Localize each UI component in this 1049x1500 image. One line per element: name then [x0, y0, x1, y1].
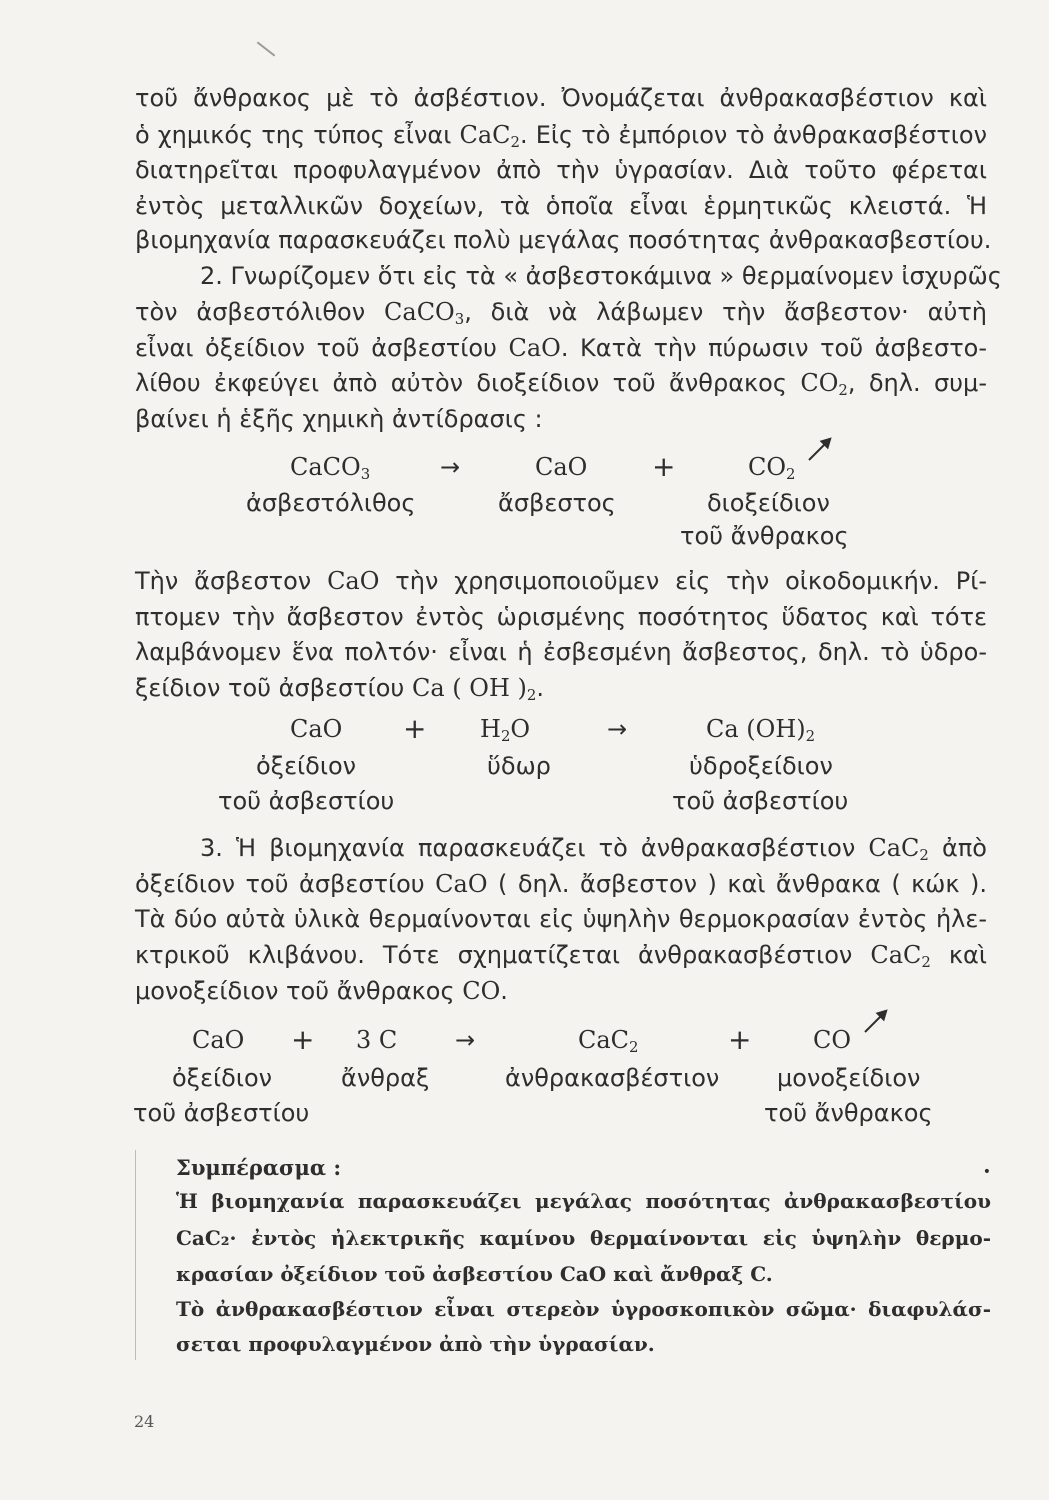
page-number: 24: [134, 1412, 155, 1431]
r2-product: Ca $(OH)_2$: [706, 715, 816, 746]
p4-line-5: μονοξείδιον τοῦ ἄνθρακος CO.: [135, 977, 508, 1005]
conclusion-title: Συμπέρασμα :: [176, 1155, 342, 1180]
r3-reactant-2-name: ἄνθραξ: [341, 1064, 430, 1092]
r1-arrow: →: [440, 453, 461, 481]
r3-plus-1: +: [291, 1023, 315, 1056]
conclusion-line-4: Τὸ ἀνθρακασβέστιον εἶναι στερεὸν ὑγροσκοπικὸν σῶμα· διαφυλάσ-: [176, 1297, 991, 1321]
r3-product-2-name-2: τοῦ ἄνθρακος: [764, 1099, 933, 1127]
r2-reactant-2-name: ὕδωρ: [487, 752, 551, 780]
gas-release-arrow-icon: [864, 1010, 887, 1033]
conclusion-line-2: CaC₂· ἐντὸς ἠλεκτρικῆς καμίνου θερμαίνονται εἰς ὑψηλὴν θερμο-: [176, 1226, 991, 1250]
r3-reactant-1-name: ὀξείδιον: [172, 1064, 273, 1092]
p4-line-1: 3. Ἡ βιομηχανία παρασκευάζει τὸ ἀνθρακασβέστιον CaC$_2$ ἀπὸ: [200, 834, 987, 865]
r2-arrow: →: [607, 715, 628, 743]
r2-reactant-1-name: ὀξείδιον: [256, 752, 357, 780]
gas-release-arrow-icon: [808, 438, 831, 461]
r3-product-2-name: μονοξείδιον: [777, 1064, 921, 1092]
p2-line-1: 2. Γνωρίζομεν ὅτι εἰς τὰ « ἀσβεστοκάμινα » θερμαίνομεν ἰσχυρῶς: [200, 262, 1002, 290]
r3-product-2: CO: [813, 1026, 852, 1054]
p2-line-4: λίθου ἐκφεύγει ἀπὸ αὐτὸν διοξείδιον τοῦ ἄνθρακος $CO_2$, δηλ. συμ-: [135, 369, 987, 400]
p1-line-2: ὁ χημικός της τύπος εἶναι CaC$_2$. Εἰς τὸ ἐμπόριον τὸ ἀνθρακασβέστιον: [135, 121, 988, 152]
p2-line-2: τὸν ἀσβεστόλιθον CaCO$_3$, διὰ νὰ λάβωμεν τὴν ἄσβεστον· αὐτὴ: [135, 298, 987, 329]
p2-line-3: εἶναι ὀξείδιον τοῦ ἀσβεστίου CaO. Κατὰ τὴν πύρωσιν τοῦ ἀσβεστο-: [135, 334, 987, 362]
p1-line-5: βιομηχανία παρασκευάζει πολὺ μεγάλας ποσότητας ἀνθρακασβεστίου.: [135, 226, 992, 254]
r2-reactant-1: CaO: [290, 715, 343, 743]
p4-line-2: ὀξείδιον τοῦ ἀσβεστίου CaO ( δηλ. ἄσβεστον ) καὶ ἄνθρακα ( κώκ ).: [135, 870, 987, 898]
r3-plus-2: +: [728, 1023, 752, 1056]
r1-product-1-name: ἄσβεστος: [498, 489, 616, 517]
scan-mark: [257, 41, 276, 56]
conclusion-line-3: κρασίαν ὀξείδιον τοῦ ἀσβεστίου CaO καὶ ἄνθραξ C.: [176, 1262, 773, 1286]
conclusion-box: [135, 1150, 991, 1360]
r2-reactant-1-name-2: τοῦ ἀσβεστίου: [218, 787, 395, 815]
conclusion-line-5: σεται προφυλαγμένον ἀπὸ τὴν ὑγρασίαν.: [176, 1332, 655, 1356]
r2-reactant-2: $H_2O$: [480, 715, 531, 746]
r3-product-1-name: ἀνθρακασβέστιον: [505, 1064, 720, 1092]
p4-line-4: κτρικοῦ κλιβάνου. Τότε σχηματίζεται ἀνθρακασβέστιον CaC$_2$ καὶ: [135, 941, 987, 972]
r2-plus: +: [403, 712, 427, 745]
p1-line-1: τοῦ ἄνθρακος μὲ τὸ ἀσβέστιον. Ὀνομάζεται ἀνθρακασβέστιον καὶ: [135, 84, 987, 112]
r1-product-1: CaO: [535, 453, 588, 481]
p1-line-4: ἐντὸς μεταλλικῶν δοχείων, τὰ ὁποῖα εἶναι ἑρμητικῶς κλειστά. Ἡ: [135, 192, 987, 220]
r1-reactant: CaCO$_3$: [290, 453, 371, 484]
r3-arrow: →: [455, 1026, 476, 1054]
p3-line-1: Τὴν ἄσβεστον CaO τὴν χρησιμοποιοῦμεν εἰς τὴν οἰκοδομικήν. Ρί-: [135, 567, 987, 595]
r2-product-name-2: τοῦ ἀσβεστίου: [672, 787, 849, 815]
r2-product-name: ὑδροξείδιον: [689, 752, 833, 780]
bullet-icon: •: [982, 1164, 991, 1180]
r3-product-1: CaC$_2$: [578, 1026, 639, 1057]
p4-line-3: Τὰ δύο αὐτὰ ὑλικὰ θερμαίνονται εἰς ὑψηλὴν θερμοκρασίαν ἐντὸς ἠλε-: [135, 905, 987, 933]
p2-line-5: βαίνει ἡ ἑξῆς χημικὴ ἀντίδρασις :: [135, 405, 543, 433]
r3-reactant-2: 3 C: [356, 1026, 398, 1054]
p3-line-4: ξείδιον τοῦ ἀσβεστίου Ca ( OH )$_2$.: [135, 674, 544, 705]
r3-reactant-1: CaO: [192, 1026, 245, 1054]
p3-line-2: πτομεν τὴν ἄσβεστον ἐντὸς ὡρισμένης ποσότητος ὕδατος καὶ τότε: [135, 603, 987, 631]
r1-reactant-name: ἀσβεστόλιθος: [246, 489, 416, 517]
r1-product-2: $CO_2$: [748, 453, 796, 484]
r3-reactant-1-name-2: τοῦ ἀσβεστίου: [133, 1099, 310, 1127]
r1-plus: +: [652, 450, 676, 483]
p3-line-3: λαμβάνομεν ἕνα πολτόν· εἶναι ἡ ἐσβεσμένη ἄσβεστος, δηλ. τὸ ὑδρο-: [135, 638, 987, 666]
p1-line-3: διατηρεῖται προφυλαγμένον ἀπὸ τὴν ὑγρασίαν. Διὰ τοῦτο φέρεται: [135, 156, 987, 184]
conclusion-line-1: Ἡ βιομηχανία παρασκευάζει μεγάλας ποσότητας ἀνθρακασβεστίου: [176, 1189, 991, 1213]
r1-product-2-name-2: τοῦ ἄνθρακος: [680, 522, 849, 550]
r1-product-2-name: διοξείδιον: [707, 489, 830, 517]
